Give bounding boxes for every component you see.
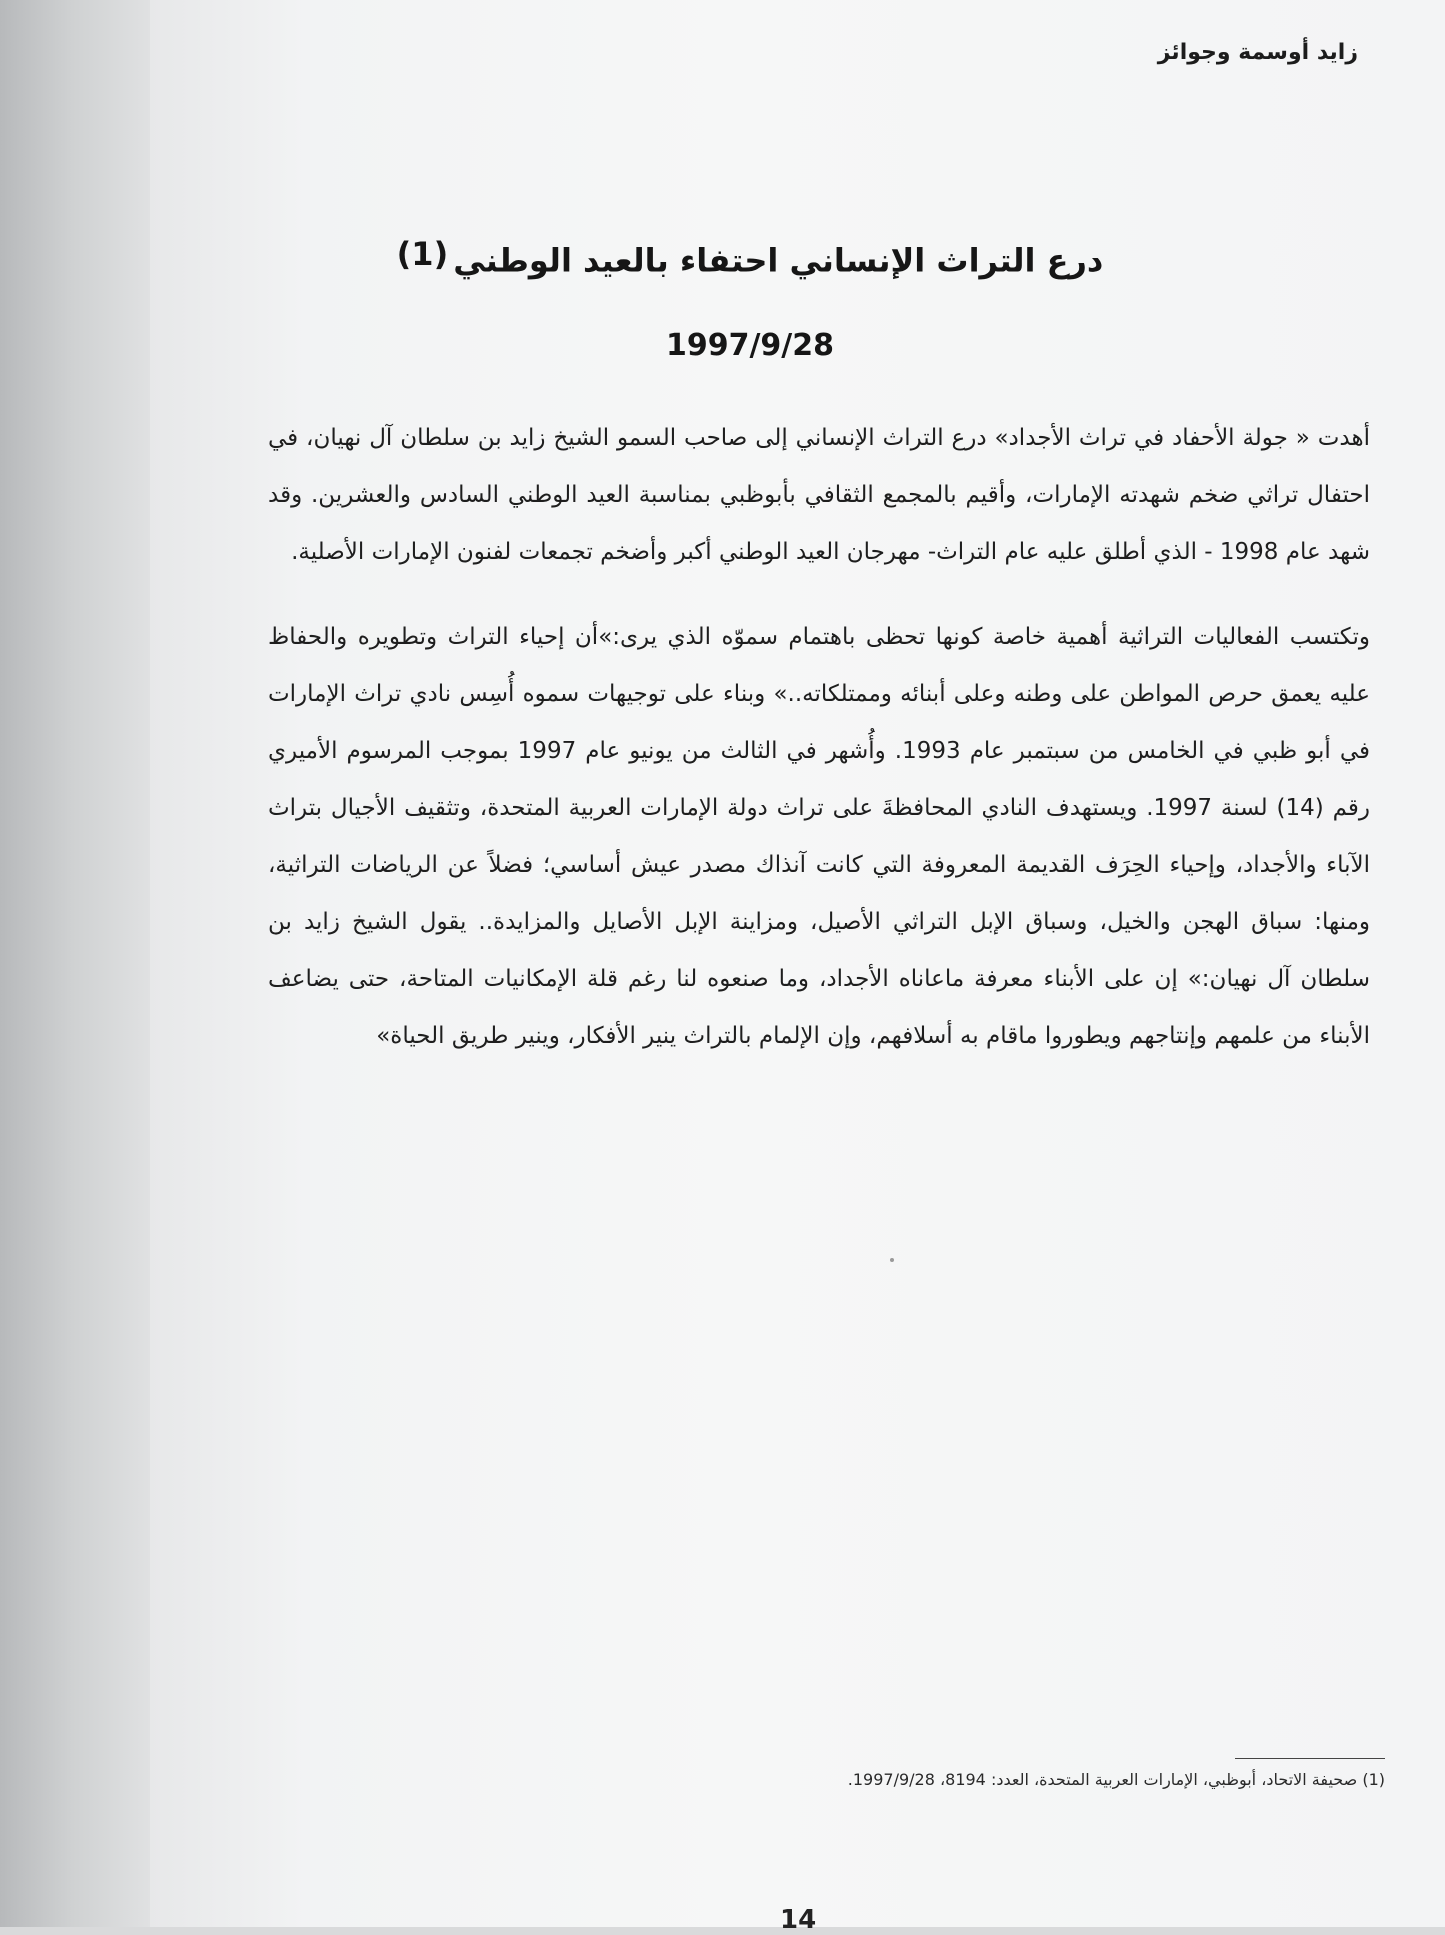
paragraph-2: وتكتسب الفعاليات التراثية أهمية خاصة كونها تحظى باهتمام سموّه الذي يرى:»أن إحياء التراث وتطويره والحفاظ عليه يعمق حرص المواطن على وطنه وعلى أبنائه وممتلكاته..» وبناء على توجيهات سموه أُسِس نادي تراث الإمارات في أبو ظبي في الخامس من سبتمبر عام 1993. وأُشهر في الثالث من يونيو عام 1997 بموجب المرسوم الأميري رقم (14) لسنة 1997. ويستهدف النادي المحافظةَ على تراث دولة الإمارات العربية المتحدة، وتثقيف الأجيال بتراث الآباء والأجداد، وإحياء الحِرَف القديمة المعروفة التي كانت آنذاك مصدر عيش أساسي؛ فضلاً عن الرياضات التراثية، ومنها: سباق الهجن والخيل، وسباق الإبل التراثي الأصيل، ومزاينة الإبل الأصايل والمزايدة.. يقول الشيخ زايد بن سلطان آل نهيان:» إن على الأبناء معرفة ماعاناه الأجداد، وما صنعوه لنا رغم قلة الإمكانيات المتاحة، حتى يضاعف الأبناء من علمهم وإنتاجهم ويطوروا ماقام به أسلافهم، وإن الإلمام بالتراث ينير الأفكار، وينير طريق الحياة»	[268, 624, 1370, 1049]
article-body	[268, 410, 1370, 1093]
running-header: زايد أوسمة وجوائز	[1157, 40, 1358, 65]
footnote-marker: (1)	[1362, 1770, 1385, 1789]
paragraph-1: أهدت « جولة الأحفاد في تراث الأجداد» درع التراث الإنساني إلى صاحب السمو الشيخ زايد بن سلطان آل نهيان، في احتفال تراثي ضخم شهدته الإمارات، وأقيم بالمجمع الثقافي بأبوظبي بمناسبة العيد الوطني السادس والعشرين. وقد شهد عام 1998 - الذي أطلق عليه عام التراث- مهرجان العيد الوطني أكبر وأضخم تجمعات لفنون الإمارات الأصلية.	[268, 425, 1370, 565]
page-number: 14	[780, 1905, 817, 1935]
title-footnote-marker: (1)	[396, 235, 449, 273]
footnote-text: صحيفة الاتحاد، أبوظبي، الإمارات العربية المتحدة، العدد: 8194، 1997/9/28.	[847, 1770, 1358, 1789]
footnote	[685, 1770, 1385, 1789]
article-date: 1997/9/28	[665, 328, 835, 363]
left-page-edge	[0, 0, 160, 1927]
article-title: درع التراث الإنساني احتفاء بالعيد الوطني	[453, 241, 1104, 280]
paper-speck	[890, 1258, 894, 1262]
article-title-block	[200, 235, 1300, 279]
footnote-divider	[1235, 1758, 1385, 1759]
